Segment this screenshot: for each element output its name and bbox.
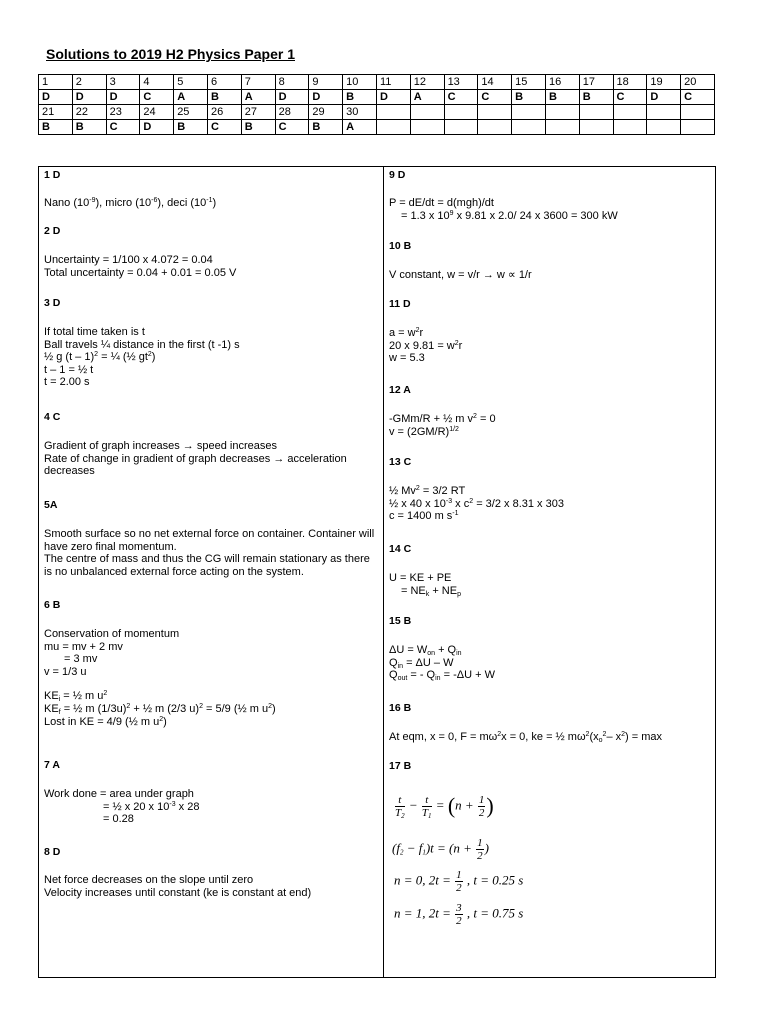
question-number-cell: 28	[275, 105, 309, 120]
question-number-cell	[613, 105, 647, 120]
question-number-cell: 7	[241, 75, 275, 90]
question-number-cell: 18	[613, 75, 647, 90]
question-number-cell: 16	[545, 75, 579, 90]
solution-10	[389, 240, 711, 253]
solution-heading: 14 C	[389, 543, 412, 555]
solution-6	[44, 599, 379, 612]
solution-13	[389, 456, 711, 469]
solution-5-text: Smooth surface so no net external force on container. Container will have zero final momentum. The centre of mass and thus the CG will remain stationary as there is no unbalanced external force acting on the system.	[44, 528, 375, 578]
solution-14	[389, 543, 711, 556]
answer-cell: D	[39, 90, 73, 105]
question-number-cell: 19	[647, 75, 681, 90]
answer-cell: A	[410, 90, 444, 105]
solution-11-text: $a = w^2r$ 20 x $9.81 = w^2r$ w = 5.3	[389, 327, 463, 365]
question-number-cell: 6	[207, 75, 241, 90]
answer-cell: D	[275, 90, 309, 105]
answer-table	[38, 74, 715, 135]
question-number-cell	[410, 105, 444, 120]
equation-17-2: $(f_2 - f_1)t = (n$ + $\frac{1}{2}$ )	[392, 837, 490, 862]
question-number-cell: 9	[309, 75, 343, 90]
answer-cell: B	[39, 120, 73, 135]
question-number-cell: 13	[444, 75, 478, 90]
solution-heading: 2 D	[44, 225, 61, 237]
solution-9	[389, 169, 711, 182]
solution-14-text: U = KE + PE = $NE_k + NE_p$	[389, 572, 461, 598]
solution-1-text: Nano $(10^{-9})$, micro $(10^{-6})$, deci $(10^{-1})$	[44, 197, 217, 209]
answer-cell	[545, 120, 579, 135]
question-number-cell: 23	[106, 105, 140, 120]
answer-cell: C	[444, 90, 478, 105]
solution-heading: 13 C	[389, 456, 412, 468]
solution-2	[44, 225, 379, 238]
solution-7	[44, 759, 379, 772]
answer-cell: C	[106, 120, 140, 135]
answer-cell: C	[140, 90, 174, 105]
solution-2-text: Uncertainty = 1/100 x 4.072 = 0.04 Total uncertainty = 0.04 + 0.01 = 0.05 V	[44, 254, 237, 279]
solution-3	[44, 297, 379, 310]
answer-cell	[478, 120, 512, 135]
question-number-cell: 8	[275, 75, 309, 90]
question-number-cell: 14	[478, 75, 512, 90]
solution-heading: 16 B	[389, 702, 412, 714]
solution-15-text: $\Delta U = W_{on} + Q_{in}$ $Q_{in} = \Delta U - W$ $Q_{out}$ = - $Q_{in} = -\Delta U + W$	[389, 644, 495, 683]
question-number-row	[39, 105, 715, 120]
question-number-cell: 25	[174, 105, 208, 120]
solution-heading: 6 B	[44, 599, 61, 611]
question-number-cell: 30	[343, 105, 377, 120]
solution-10-text: V constant, w = v/r → w ∝ 1/r	[389, 269, 532, 281]
solution-7-text: Work done = area under graph = ½ x 20 x $10^{-3}$ x 28 = 0.28	[44, 788, 200, 826]
question-number-cell	[545, 105, 579, 120]
answer-cell: A	[241, 90, 275, 105]
answer-cell: D	[647, 90, 681, 105]
question-number-cell	[376, 105, 410, 120]
answer-cell	[410, 120, 444, 135]
answer-cell	[376, 120, 410, 135]
equation-17-1: $\frac{t}{T_2}$ − $\frac{t}{T_1}$ = (n + $\frac{1}{2}$ )	[395, 793, 494, 820]
answer-cell: B	[512, 90, 546, 105]
solution-heading: 12 A	[389, 384, 411, 396]
answer-cell: B	[72, 120, 106, 135]
question-number-cell: 11	[376, 75, 410, 90]
question-number-cell: 10	[343, 75, 377, 90]
question-number-cell	[512, 105, 546, 120]
solutions-box	[38, 166, 716, 978]
question-number-cell: 22	[72, 105, 106, 120]
answer-cell	[647, 120, 681, 135]
solution-11	[389, 298, 711, 311]
solution-15	[389, 615, 711, 628]
answer-cell	[613, 120, 647, 135]
solution-5	[44, 499, 379, 512]
question-number-cell: 5	[174, 75, 208, 90]
answer-cell: B	[579, 90, 613, 105]
question-number-cell: 3	[106, 75, 140, 90]
question-number-cell: 20	[681, 75, 715, 90]
solution-heading: 1 D	[44, 169, 61, 181]
solution-heading: 9 D	[389, 169, 406, 181]
answer-cell: C	[275, 120, 309, 135]
solution-16-text: At eqm, x = 0, $F = m\omega^2x = 0$, ke = ½ $m\omega^2(x_o^2-$ $x^2) = \max$	[389, 731, 663, 744]
solution-4	[44, 411, 379, 424]
solution-heading: 17 B	[389, 760, 412, 772]
equation-17-4: n = 1, 2t = $\frac{3}{2}$ , t = 0.75 s	[394, 902, 524, 927]
answer-cell: B	[241, 120, 275, 135]
answer-cell: D	[106, 90, 140, 105]
page-title: Solutions to 2019 H2 Physics Paper 1	[46, 46, 295, 62]
answer-cell: A	[174, 90, 208, 105]
answer-cell: C	[613, 90, 647, 105]
question-number-cell: 12	[410, 75, 444, 90]
question-number-cell	[579, 105, 613, 120]
solution-16	[389, 702, 711, 715]
solution-13-text: ½ $Mv^2 = 3/2$ RT ½ x 40 x $10^{-3}$ x $c^2 = 3/2$ x 8.31 x 303 c = 1400 m $s^{-1}$	[389, 485, 564, 523]
answer-cell	[512, 120, 546, 135]
solution-heading: 10 B	[389, 240, 412, 252]
solution-3-text: If total time taken is t Ball travels ¼ distance in the first (t -1) s ½ g (t – 1)$^2$ = ¼ (½ $gt^2$) t – 1 = ½ t t = 2.00 s	[44, 326, 240, 389]
question-number-cell: 21	[39, 105, 73, 120]
question-number-cell: 1	[39, 75, 73, 90]
solution-heading: 15 B	[389, 615, 412, 627]
solution-heading: 8 D	[44, 846, 61, 858]
solution-8	[44, 846, 379, 859]
answer-cell: D	[140, 120, 174, 135]
solution-6-text: Conservation of momentum mu = mv + 2 mv = 3 mv v = 1/3 u $KE_i$ = ½ m $u^2$ $KE_f$ = ½ m $(1/3u)^2$ + ½ m (2/3 u)$^2$ = 5/9 (½ m $u^2$) Lost in KE = 4/9 (½ m $u^2$)	[44, 628, 276, 728]
question-number-cell: 17	[579, 75, 613, 90]
question-number-row	[39, 75, 715, 90]
answer-cell: B	[309, 120, 343, 135]
answer-cell: B	[174, 120, 208, 135]
question-number-cell	[444, 105, 478, 120]
question-number-cell	[478, 105, 512, 120]
solution-heading: 7 A	[44, 759, 60, 771]
solution-heading: 11 D	[389, 298, 411, 310]
question-number-cell: 27	[241, 105, 275, 120]
solution-1	[44, 169, 379, 182]
answer-cell: C	[207, 120, 241, 135]
solution-heading: 3 D	[44, 297, 61, 309]
answer-cell: B	[545, 90, 579, 105]
solution-12-text: -GMm/R + ½ m $v^2 = 0$ $v = (2GM/R)^{1/2}$	[389, 413, 496, 438]
answer-cell: B	[343, 90, 377, 105]
question-number-cell: 15	[512, 75, 546, 90]
answer-cell: D	[376, 90, 410, 105]
equation-17-3: n = 0, 2t = $\frac{1}{2}$ , t = 0.25 s	[394, 869, 524, 894]
question-number-cell: 4	[140, 75, 174, 90]
solution-heading: 5A	[44, 499, 58, 511]
answer-cell	[579, 120, 613, 135]
solution-17	[389, 760, 711, 773]
question-number-cell	[647, 105, 681, 120]
question-number-cell: 24	[140, 105, 174, 120]
solution-12	[389, 384, 711, 397]
solution-9-text: P = dE/dt = d(mgh)/dt = 1.3 x $10^9$ x 9.81 x 2.0/ 24 x 3600 = 300 kW	[389, 197, 618, 222]
answer-cell: A	[343, 120, 377, 135]
answer-cell: D	[309, 90, 343, 105]
question-number-cell: 29	[309, 105, 343, 120]
answer-key-row	[39, 120, 715, 135]
answer-key-row	[39, 90, 715, 105]
solution-8-text: Net force decreases on the slope until zero Velocity increases until constant (ke is constant at end)	[44, 874, 312, 899]
answer-cell: C	[681, 90, 715, 105]
solution-heading: 4 C	[44, 411, 61, 423]
question-number-cell	[681, 105, 715, 120]
answer-cell	[444, 120, 478, 135]
answer-cell: D	[72, 90, 106, 105]
answer-cell	[681, 120, 715, 135]
solution-4-text: Gradient of graph increases → speed increases Rate of change in gradient of graph decreases → acceleration decreases	[44, 440, 347, 478]
answer-cell: B	[207, 90, 241, 105]
answer-cell: C	[478, 90, 512, 105]
question-number-cell: 2	[72, 75, 106, 90]
left-column	[39, 167, 384, 977]
right-column	[384, 167, 715, 977]
question-number-cell: 26	[207, 105, 241, 120]
